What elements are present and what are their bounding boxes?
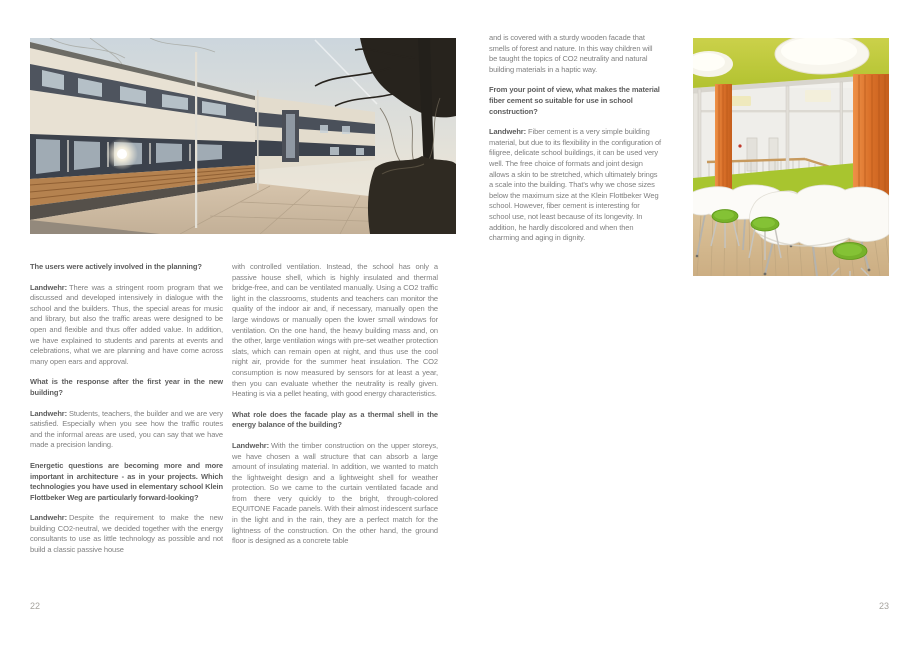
- interview-answer: Landwehr: There was a stringent room program that we discussed and developed intensively in dialogue with the school and the builders. Thus, the special areas for music and library, but also the traffic areas were designed to be open and flexible and thus offer added value. In addition, we have explained to students and parents at events and celebrations, what we are planning and have come across many open ears and approval.: [30, 282, 223, 366]
- page-number-22: 22: [30, 601, 41, 611]
- interview-answer: Landwehr: Fiber cement is a very simple building material, but due to its flexibility in the configuration of filigree, delicate school buildings, it can be used very well. The free choice of formats and joint design allows a skin to be stretched, which ultimately brings a scale into the building. That's why we chose sizes below the maximum size at the Klein Flottbeker Weg school. However, fiber cement is interesting for school use, not least because of its longevity. In addition, he hardly discolored and when then charming and aging in dignity.: [489, 127, 662, 243]
- speaker-label: Landwehr:: [30, 513, 68, 523]
- interior-photo: [693, 38, 889, 276]
- interior-photo-illustration: [693, 38, 889, 276]
- speaker-label: Landwehr:: [30, 408, 68, 418]
- interview-answer: Landwehr: Students, teachers, the builder and we are very satisfied. Especially when you see how the traffic routes and the informal areas are used, you can say that we have made a precision landing.: [30, 408, 223, 450]
- speaker-label: Landwehr:: [489, 127, 527, 137]
- speaker-label: Landwehr:: [30, 282, 68, 292]
- interview-question: Energetic questions are becoming more and more important in architecture - as in your projects. Which technologies you have used in elementary school Klein Flottbeker Weg are particularly forward-looking?: [30, 460, 223, 502]
- interview-question: What role does the facade play as a thermal shell in the energy balance of the building?: [232, 409, 438, 430]
- interview-question: The users were actively involved in the planning?: [30, 262, 202, 271]
- interview-question: What is the response after the first year in the new building?: [30, 377, 223, 397]
- speaker-label: Landwehr:: [232, 440, 270, 450]
- interview-answer: Landwehr: Despite the requirement to make the new building CO2-neutral, we decided together with the energy consultants to use as little technology as possible and not build a classic passive house: [30, 513, 223, 555]
- interview-answer: and is covered with a sturdy wooden facade that smells of forest and nature. In this way children will be taught the topics of CO2 neutrality and natural building materials in a haptic way.: [489, 33, 653, 74]
- page-number-23: 23: [878, 601, 889, 611]
- interview-answer: with controlled ventilation. Instead, the school has only a passive house shell, which is highly insulated and thermal bridge-free, and can be ventilated manually. Using a CO2 traffic light in the classrooms, students and teachers can monitor the quality of the indoor air and, if necessary, manually open the large windows or manually open the lower small windows for ventilation. On the one hand, the heavy building mass and, on the other, large ventilation wings with pre-set weather protection slats, which can remain open at night, and thus use the cool night air, provide for the summer heat insulation. The CO2 consumption is now measured by sensors for at least a year, then you can evaluate whether the neutrality is really given. Heating is via a pellet heating, with good energy characteristics.: [232, 262, 438, 399]
- page23-column: [489, 33, 662, 254]
- exterior-photo-illustration: [30, 38, 456, 234]
- page22-column-2: [232, 262, 438, 557]
- exterior-building-photo: [30, 38, 456, 234]
- interview-answer: Landwehr: With the timber construction on the upper storeys, we have chosen a wall structure that can absorb a large amount of insulating material. In addition, we wanted to match the lightweight design and a lightweight shell for weather protection. So we came to the curtain ventilated facade and from there very quickly to the bright, through-colored EQUITONE Facade panels. With their almost iridescent surface in the light and in the rain, they are a perfect match for the lightness of the construction. On the other hand, the ground floor is designed as a concrete table: [232, 440, 438, 546]
- page22-column-1: [30, 262, 223, 566]
- interview-question: From your point of view, what makes the material fiber cement so suitable for use in school construction?: [489, 85, 660, 116]
